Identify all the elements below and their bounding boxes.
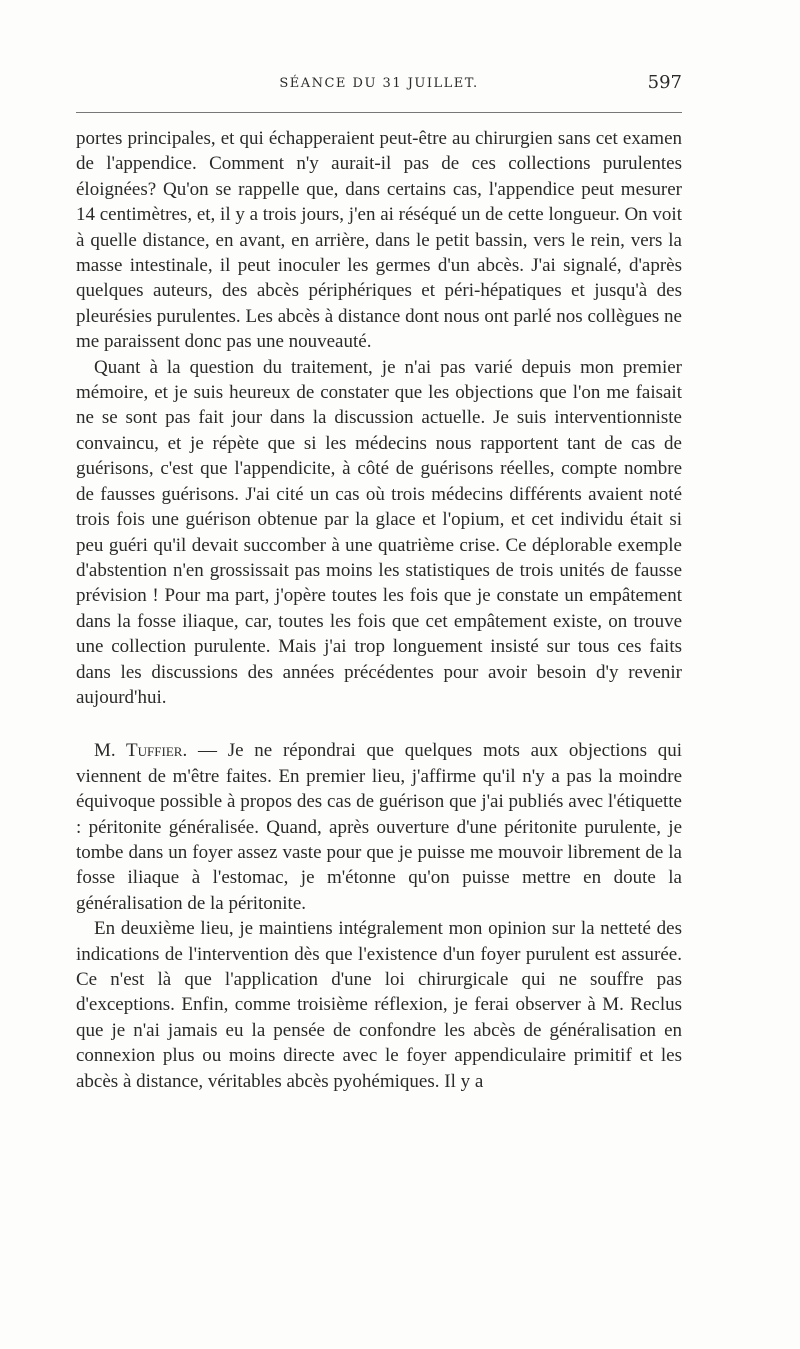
header-rule [76, 112, 682, 113]
running-title: SÉANCE DU 31 JUILLET. [279, 76, 479, 91]
paragraph-1: portes principales, et qui échapperaient peut-être au chirurgien sans cet examen de l'appendice. Comment n'y aurait-il pas de ces collections purulentes éloignées? Qu'on se rappelle que, dans certains cas, l'appendice peut mesurer 14 centimètres, et, il y a trois jours, j'en ai réséqué un de cette longueur. On voit à quelle distance, en avant, en arrière, dans le petit bassin, vers le rein, vers la masse intestinale, il peut inoculer les germes d'un abcès. J'ai signalé, d'après quelques auteurs, des abcès périphériques et péri-hépatiques et jusqu'à des pleurésies purulentes. Les abcès à distance dont nous ont parlé nos collègues ne me paraissent donc pas une nouveauté. [76, 128, 682, 353]
body-text [76, 126, 682, 1094]
paragraph-4: En deuxième lieu, je maintiens intégralement mon opinion sur la netteté des indications de l'intervention dès que l'existence d'un foyer purulent est assurée. Ce n'est là que l'application d'une loi chirurgicale qui ne souffre pas d'exceptions. Enfin, comme troisième réflexion, je ferai observer à M. Reclus que je n'ai jamais eu la pensée de confondre les abcès de généralisation en connexion plus ou moins directe avec le foyer appendiculaire primitif et les abcès à distance, véritables abcès pyohémiques. Il y a [76, 918, 682, 1092]
speaker-name: M. Tuffier. [94, 740, 188, 762]
paragraph-3 [76, 738, 682, 916]
page-header [76, 72, 682, 102]
section-gap [76, 710, 682, 738]
paragraph-3-text: — Je ne répondrai que quelques mots aux objections qui viennent de m'être faites. En premier lieu, j'affirme qu'il n'y a pas la moindre équivoque possible à propos des cas de guérison que j'ai publiés avec l'étiquette : péritonite généralisée. Quand, après ouverture d'une péritonite purulente, je tombe dans un foyer assez vaste pour que je puisse me mouvoir librement de la fosse iliaque à l'estomac, je m'étonne qu'on puisse mettre en doute la généralisation de la péritonite. [76, 740, 682, 914]
page-number: 597 [647, 72, 682, 93]
paragraph-2: Quant à la question du traitement, je n'ai pas varié depuis mon premier mémoire, et je suis heureux de constater que les objections que l'on me faisait ne se sont pas fait jour dans la discussion actuelle. Je suis interventionniste convaincu, et je répète que si les médecins nous rapportent tant de cas de guérisons, c'est que l'appendicite, à côté de guérisons réelles, compte nombre de fausses guérisons. J'ai cité un cas où trois médecins différents avaient noté trois fois une guérison obtenue par la glace et l'opium, et cet individu était si peu guéri qu'il devait succomber à une quatrième crise. Ce déplorable exemple d'abstention n'en grossissait pas moins les statistiques de trois unités de fausse prévision ! Pour ma part, j'opère toutes les fois que je constate un empâtement dans la fosse iliaque, car, toutes les fois que cet empâtement existe, on trouve une collection purulente. Mais j'ai trop longuement insisté sur tous ces faits dans les discussions des années précédentes pour avoir besoin d'y revenir aujourd'hui. [76, 356, 682, 708]
